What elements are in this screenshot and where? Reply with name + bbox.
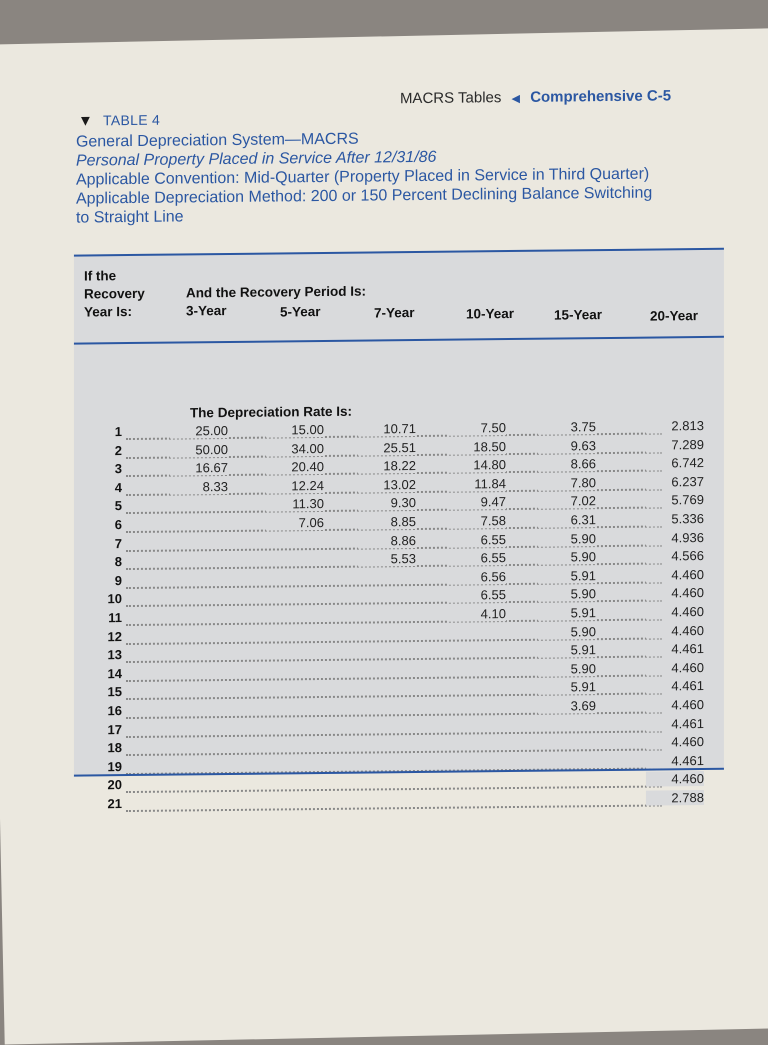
recovery-year-cell: 13 xyxy=(107,647,122,663)
table-label xyxy=(78,112,160,130)
title-line: Applicable Convention: Mid-Quarter (Property Placed in Service in Third Quarter) xyxy=(75,165,650,189)
rate-cell: 6.56 xyxy=(448,569,506,585)
rate-cell: 4.936 xyxy=(646,530,704,546)
rate-cell: 4.460 xyxy=(646,623,704,639)
rate-cell: 5.90 xyxy=(538,549,596,565)
rate-cell: 12.24 xyxy=(266,478,324,494)
recovery-year-cell: 5 xyxy=(114,498,122,514)
rate-cell: 3.69 xyxy=(538,698,596,714)
rate-cell: 5.90 xyxy=(538,587,596,603)
column-header-15-year: 15-Year xyxy=(553,307,602,323)
running-head xyxy=(400,87,671,107)
rate-cell: 8.86 xyxy=(358,533,416,549)
rate-cell: 4.461 xyxy=(646,641,704,657)
rate-cell: 3.75 xyxy=(538,419,596,435)
rate-cell: 16.67 xyxy=(170,460,228,476)
depreciation-table xyxy=(74,248,724,812)
rate-cell: 5.91 xyxy=(538,680,596,696)
recovery-year-cell: 10 xyxy=(107,591,122,607)
recovery-year-cell: 12 xyxy=(107,628,122,644)
rate-cell: 7.02 xyxy=(538,494,596,510)
triangle-left-icon: ◀ xyxy=(511,92,521,106)
depreciation-rate-label: The Depreciation Rate Is: xyxy=(189,403,352,421)
title-line: to Straight Line xyxy=(75,208,184,227)
header-rule xyxy=(74,336,724,345)
column-header-5-year: 5-Year xyxy=(279,304,321,320)
rate-cell: 8.33 xyxy=(170,479,228,495)
recovery-year-cell: 17 xyxy=(107,721,122,737)
rate-cell: 5.90 xyxy=(538,531,596,547)
rate-cell: 4.460 xyxy=(646,660,704,676)
rate-cell: 34.00 xyxy=(266,441,324,457)
rate-cell: 6.55 xyxy=(448,550,506,566)
rate-cell: 2.788 xyxy=(646,790,704,806)
column-header-3-year: 3-Year xyxy=(185,303,227,319)
recovery-year-cell: 7 xyxy=(114,535,122,551)
column-header-10-year: 10-Year xyxy=(465,305,514,322)
rate-cell: 8.85 xyxy=(358,514,416,530)
rate-cell: 5.336 xyxy=(646,511,704,527)
rate-cell: 5.53 xyxy=(358,551,416,567)
rate-cell: 14.80 xyxy=(448,457,506,473)
header-if-the: If the xyxy=(83,268,117,284)
rate-cell: 6.55 xyxy=(448,532,506,548)
column-header-20-year: 20-Year xyxy=(649,308,698,324)
recovery-year-cell: 2 xyxy=(114,442,122,458)
rate-cell: 15.00 xyxy=(266,422,324,438)
recovery-year-cell: 18 xyxy=(107,740,122,756)
rate-cell: 4.460 xyxy=(646,697,704,713)
title-line: Applicable Depreciation Method: 200 or 150 Percent Declining Balance Switching xyxy=(75,184,653,208)
table-top-rule xyxy=(74,248,724,257)
recovery-year-cell: 14 xyxy=(107,665,122,682)
recovery-year-cell: 11 xyxy=(108,610,122,626)
page-content xyxy=(0,33,758,1031)
table-number: TABLE 4 xyxy=(103,111,161,129)
recovery-year-cell: 1 xyxy=(114,424,122,440)
rate-cell: 5.91 xyxy=(538,642,596,658)
recovery-year-cell: 8 xyxy=(114,554,122,570)
recovery-year-cell: 19 xyxy=(107,758,122,775)
rate-cell: 10.71 xyxy=(358,421,416,437)
recovery-year-cell: 9 xyxy=(114,572,122,588)
rate-cell: 5.90 xyxy=(538,661,596,677)
rate-cell: 4.460 xyxy=(646,567,704,583)
triangle-down-icon: ▼ xyxy=(77,112,94,130)
rate-cell: 4.566 xyxy=(646,548,704,564)
rate-cell: 7.289 xyxy=(646,437,704,453)
column-header-7-year: 7-Year xyxy=(373,305,415,321)
rate-cell: 11.84 xyxy=(448,476,506,492)
table-title xyxy=(76,127,652,228)
rate-cell: 6.31 xyxy=(538,512,596,528)
rate-cell: 4.10 xyxy=(448,606,506,622)
rate-cell: 25.00 xyxy=(170,423,228,439)
rate-cell: 7.50 xyxy=(448,420,506,436)
recovery-year-cell: 4 xyxy=(114,479,122,495)
running-head-section: Comprehensive C-5 xyxy=(530,87,672,106)
rate-cell: 6.55 xyxy=(448,587,506,603)
rate-cell: 4.461 xyxy=(646,716,704,732)
rate-cell: 9.30 xyxy=(358,495,416,511)
header-year-is: Year Is: xyxy=(83,303,132,320)
rate-cell: 5.91 xyxy=(538,568,596,584)
rate-cell: 6.237 xyxy=(646,474,704,490)
header-recovery: Recovery xyxy=(83,285,145,302)
recovery-year-cell: 15 xyxy=(107,684,122,700)
rate-cell: 5.90 xyxy=(538,624,596,640)
rate-cell: 20.40 xyxy=(266,459,324,475)
rate-cell: 25.51 xyxy=(358,440,416,456)
header-and-the-recovery-period: And the Recovery Period Is: xyxy=(185,283,367,301)
rate-cell: 2.813 xyxy=(646,418,704,434)
recovery-year-cell: 21 xyxy=(107,796,122,812)
recovery-year-cell: 16 xyxy=(107,703,122,719)
rate-cell: 7.58 xyxy=(448,513,506,529)
recovery-year-cell: 6 xyxy=(114,517,122,533)
rate-cell: 9.47 xyxy=(448,494,506,510)
title-line: General Depreciation System—MACRS xyxy=(75,130,359,151)
rate-cell: 4.461 xyxy=(646,753,704,769)
book-page xyxy=(0,28,768,1045)
rate-cell: 7.06 xyxy=(266,515,324,531)
recovery-year-cell: 20 xyxy=(107,777,122,793)
rate-cell: 4.460 xyxy=(646,734,704,750)
rate-cell: 4.461 xyxy=(646,678,704,694)
rate-cell: 13.02 xyxy=(358,477,416,493)
rate-cell: 8.66 xyxy=(538,456,596,472)
rate-cell: 7.80 xyxy=(538,475,596,491)
rate-cell: 4.460 xyxy=(646,771,704,787)
rate-cell: 4.460 xyxy=(646,604,704,620)
rate-cell: 5.769 xyxy=(646,492,704,508)
rate-cell: 50.00 xyxy=(170,442,228,458)
rate-cell: 11.30 xyxy=(266,496,324,512)
recovery-year-cell: 3 xyxy=(114,461,122,477)
title-line: Personal Property Placed in Service After 12/31/86 xyxy=(75,148,437,170)
running-head-title: MACRS Tables xyxy=(399,89,502,108)
rate-cell: 9.63 xyxy=(538,438,596,454)
rate-cell: 6.742 xyxy=(646,455,704,471)
rate-cell: 18.50 xyxy=(448,439,506,455)
rate-cell: 5.91 xyxy=(538,605,596,621)
rate-cell: 18.22 xyxy=(358,458,416,474)
rate-cell: 4.460 xyxy=(646,585,704,601)
